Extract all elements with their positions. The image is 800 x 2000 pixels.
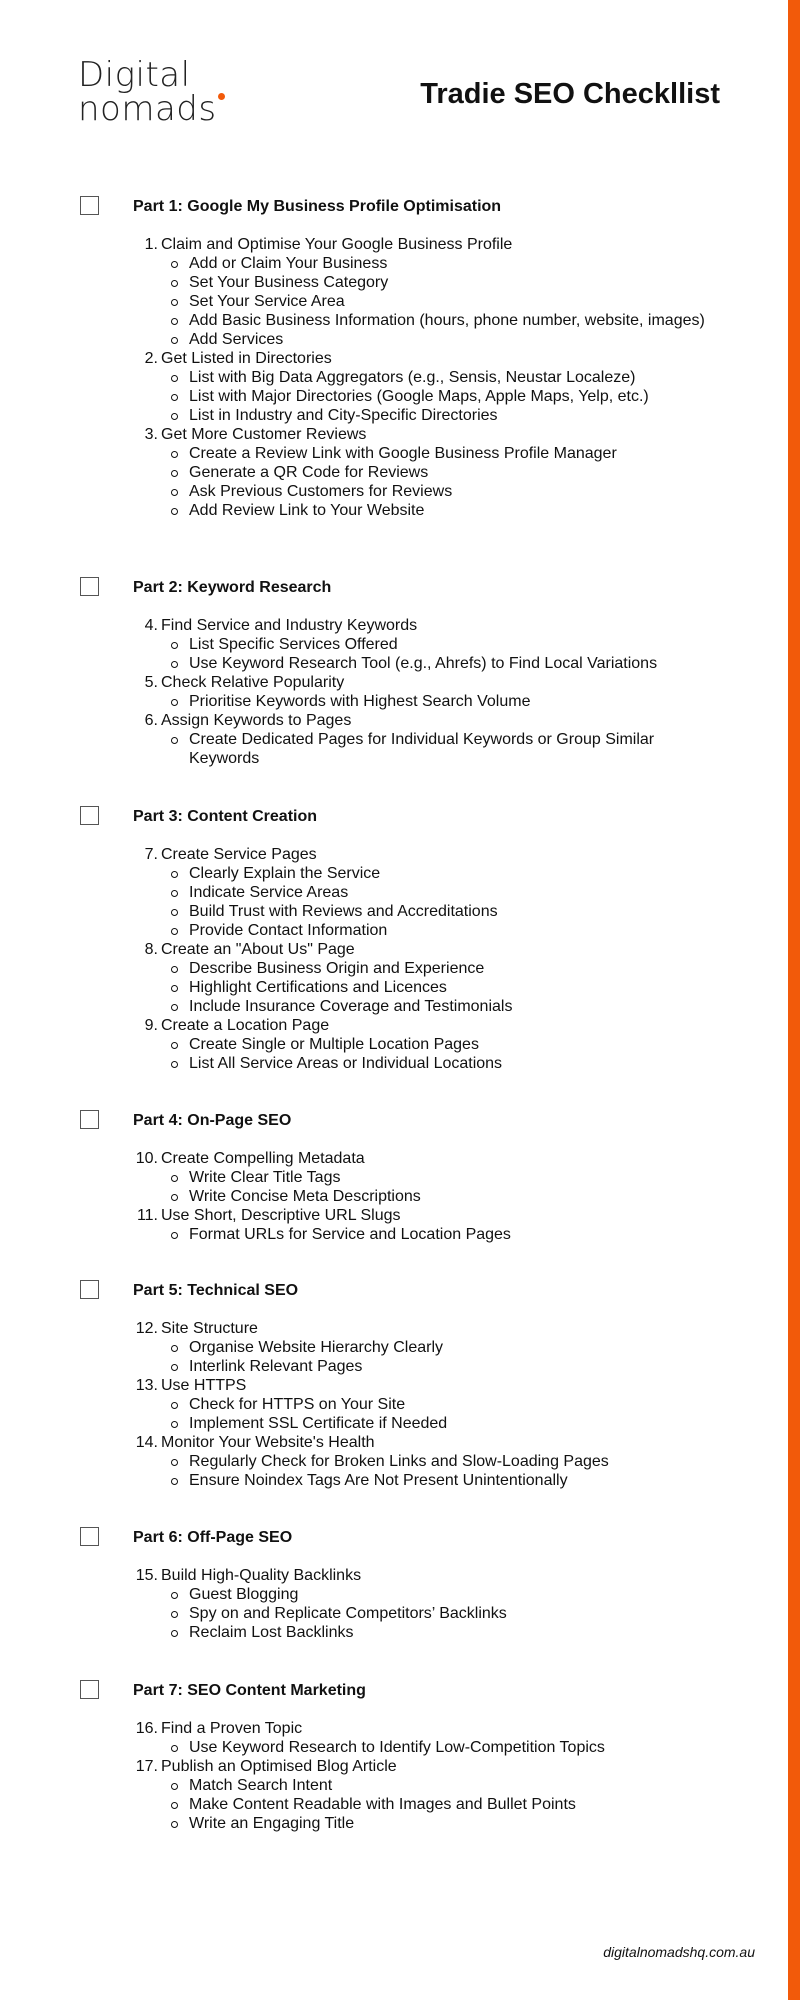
numbered-list: [78, 1319, 718, 1490]
checklist-item: [78, 235, 718, 349]
item-number: 1.: [144, 236, 158, 253]
sub-list: [161, 1452, 718, 1490]
section-header: [78, 1527, 718, 1551]
checklist-item: [78, 1719, 718, 1757]
checklist-item: [78, 1757, 718, 1833]
section-checkbox[interactable]: [80, 806, 99, 825]
sub-item: Write Concise Meta Descriptions: [161, 1187, 718, 1206]
item-label: Use Short, Descriptive URL Slugs: [161, 1207, 401, 1224]
item-number: 13.: [135, 1377, 158, 1394]
checklist-item: [78, 616, 718, 673]
section-checkbox[interactable]: [80, 1527, 99, 1546]
checklist-section: [78, 806, 718, 1073]
item-number: 10.: [135, 1150, 158, 1167]
checklist-item: [78, 1433, 718, 1490]
section-title: Part 1: Google My Business Profile Optimisation: [133, 198, 502, 215]
sub-list: [161, 368, 718, 425]
item-number: 11.: [136, 1207, 158, 1224]
section-header: [78, 1280, 718, 1304]
item-label: Assign Keywords to Pages: [161, 712, 352, 729]
sub-list: [161, 1776, 718, 1833]
sub-item: Implement SSL Certificate if Needed: [161, 1414, 718, 1433]
sub-list: [161, 444, 718, 520]
item-number: 5.: [144, 674, 158, 691]
item-label: Create Compelling Metadata: [161, 1150, 365, 1167]
logo-line-1: Digital: [78, 55, 191, 95]
item-number: 17.: [135, 1758, 158, 1775]
accent-side-bar: [788, 0, 800, 2000]
sub-item: List Specific Services Offered: [161, 635, 718, 654]
sub-item: Write Clear Title Tags: [161, 1168, 718, 1187]
item-label: Find Service and Industry Keywords: [161, 617, 418, 634]
sub-item: Organise Website Hierarchy Clearly: [161, 1338, 718, 1357]
sub-item: Generate a QR Code for Reviews: [161, 463, 718, 482]
footer-url: digitalnomadshq.com.au: [603, 1944, 755, 1960]
sub-item: Add Services: [161, 330, 718, 349]
item-number: 7.: [144, 846, 158, 863]
sub-item: Reclaim Lost Backlinks: [161, 1623, 718, 1642]
sub-item: Include Insurance Coverage and Testimonials: [161, 997, 718, 1016]
checklist-item: [78, 1376, 718, 1433]
sub-item: Use Keyword Research to Identify Low-Competition Topics: [161, 1738, 718, 1757]
section-checkbox[interactable]: [80, 1680, 99, 1699]
numbered-list: [78, 845, 718, 1073]
page-title: Tradie SEO Checkllist: [420, 78, 720, 110]
sub-item: Create Dedicated Pages for Individual Keywords or Group Similar Keywords: [161, 730, 718, 768]
section-header: [78, 196, 718, 220]
item-label: Check Relative Popularity: [161, 674, 345, 691]
sub-item: Highlight Certifications and Licences: [161, 978, 718, 997]
checklist-item: [78, 940, 718, 1016]
item-number: 6.: [144, 712, 158, 729]
sub-item: Check for HTTPS on Your Site: [161, 1395, 718, 1414]
item-number: 2.: [144, 350, 158, 367]
sub-list: [161, 1738, 718, 1757]
item-label: Get Listed in Directories: [161, 350, 332, 367]
sub-item: Prioritise Keywords with Highest Search Volume: [161, 692, 718, 711]
item-number: 15.: [135, 1567, 158, 1584]
item-label: Get More Customer Reviews: [161, 426, 367, 443]
sub-list: [161, 1035, 718, 1073]
sub-item: Match Search Intent: [161, 1776, 718, 1795]
section-header: [78, 1680, 718, 1704]
sub-item: List in Industry and City-Specific Directories: [161, 406, 718, 425]
sub-list: [161, 1338, 718, 1376]
item-label: Site Structure: [161, 1320, 258, 1337]
sub-item: Add Review Link to Your Website: [161, 501, 718, 520]
sub-item: Interlink Relevant Pages: [161, 1357, 718, 1376]
checklist-section: [78, 1680, 718, 1833]
item-label: Find a Proven Topic: [161, 1720, 303, 1737]
sub-item: Write an Engaging Title: [161, 1814, 718, 1833]
sub-item: Create Single or Multiple Location Pages: [161, 1035, 718, 1054]
sub-item: Build Trust with Reviews and Accreditations: [161, 902, 718, 921]
sub-list: [161, 1225, 718, 1244]
sub-item: List All Service Areas or Individual Locations: [161, 1054, 718, 1073]
sub-item: Set Your Service Area: [161, 292, 718, 311]
section-header: [78, 806, 718, 830]
sub-item: Ask Previous Customers for Reviews: [161, 482, 718, 501]
numbered-list: [78, 1719, 718, 1833]
sub-item: List with Major Directories (Google Maps, Apple Maps, Yelp, etc.): [161, 387, 718, 406]
checklist-section: [78, 1110, 718, 1244]
item-label: Claim and Optimise Your Google Business Profile: [161, 236, 513, 253]
sub-item: Make Content Readable with Images and Bullet Points: [161, 1795, 718, 1814]
sub-list: [161, 1395, 718, 1433]
checklist-item: [78, 711, 718, 768]
checklist-item: [78, 425, 718, 520]
checklist-item: [78, 845, 718, 940]
sub-item: Create a Review Link with Google Business Profile Manager: [161, 444, 718, 463]
section-header: [78, 577, 718, 601]
item-label: Create Service Pages: [161, 846, 317, 863]
logo: [78, 55, 225, 129]
checklist-item: [78, 349, 718, 425]
sub-item: Spy on and Replicate Competitors’ Backlinks: [161, 1604, 718, 1623]
checklist-section: [78, 196, 718, 520]
sub-item: Set Your Business Category: [161, 273, 718, 292]
sub-item: Provide Contact Information: [161, 921, 718, 940]
sub-list: [161, 254, 718, 349]
section-title: Part 2: Keyword Research: [133, 579, 332, 596]
sub-list: [161, 959, 718, 1016]
checklist-item: [78, 673, 718, 711]
section-title: Part 5: Technical SEO: [133, 1282, 299, 1299]
checklist-item: [78, 1016, 718, 1073]
section-header: [78, 1110, 718, 1134]
numbered-list: [78, 1149, 718, 1244]
sub-item: Ensure Noindex Tags Are Not Present Unintentionally: [161, 1471, 718, 1490]
sub-list: [161, 864, 718, 940]
section-checkbox[interactable]: [80, 1110, 99, 1129]
item-label: Publish an Optimised Blog Article: [161, 1758, 397, 1775]
sub-item: List with Big Data Aggregators (e.g., Sensis, Neustar Localeze): [161, 368, 718, 387]
sub-item: Describe Business Origin and Experience: [161, 959, 718, 978]
sub-item: Regularly Check for Broken Links and Slow-Loading Pages: [161, 1452, 718, 1471]
section-title: Part 3: Content Creation: [133, 808, 318, 825]
checklist-item: [78, 1206, 718, 1244]
section-title: Part 6: Off-Page SEO: [133, 1529, 293, 1546]
item-number: 8.: [144, 941, 158, 958]
section-checkbox[interactable]: [80, 577, 99, 596]
item-number: 16.: [135, 1720, 158, 1737]
item-label: Create an "About Us" Page: [161, 941, 355, 958]
section-title: Part 4: On-Page SEO: [133, 1112, 292, 1129]
numbered-list: [78, 616, 718, 768]
section-checkbox[interactable]: [80, 196, 99, 215]
numbered-list: [78, 235, 718, 520]
sub-item: Indicate Service Areas: [161, 883, 718, 902]
sub-list: [161, 692, 718, 711]
sub-item: Guest Blogging: [161, 1585, 718, 1604]
sub-list: [161, 730, 718, 768]
checklist-section: [78, 577, 718, 768]
sub-item: Use Keyword Research Tool (e.g., Ahrefs) to Find Local Variations: [161, 654, 718, 673]
checklist-item: [78, 1319, 718, 1376]
sub-item: Clearly Explain the Service: [161, 864, 718, 883]
item-number: 12.: [135, 1320, 158, 1337]
item-number: 14.: [135, 1434, 158, 1451]
item-label: Monitor Your Website's Health: [161, 1434, 375, 1451]
logo-dot-icon: [218, 93, 225, 100]
checklist-item: [78, 1566, 718, 1642]
sub-list: [161, 635, 718, 673]
sub-list: [161, 1168, 718, 1206]
checklist-section: [78, 1527, 718, 1642]
item-number: 9.: [144, 1017, 158, 1034]
checklist-item: [78, 1149, 718, 1206]
checklist-section: [78, 1280, 718, 1490]
section-title: Part 7: SEO Content Marketing: [133, 1682, 366, 1699]
sub-item: Add or Claim Your Business: [161, 254, 718, 273]
sub-item: Format URLs for Service and Location Pages: [161, 1225, 718, 1244]
item-label: Build High-Quality Backlinks: [161, 1567, 362, 1584]
sub-item: Add Basic Business Information (hours, phone number, website, images): [161, 311, 718, 330]
numbered-list: [78, 1566, 718, 1642]
item-label: Use HTTPS: [161, 1377, 247, 1394]
item-label: Create a Location Page: [161, 1017, 330, 1034]
item-number: 4.: [144, 617, 158, 634]
section-checkbox[interactable]: [80, 1280, 99, 1299]
sub-list: [161, 1585, 718, 1642]
item-number: 3.: [144, 426, 158, 443]
logo-line-2: nomads: [78, 89, 217, 129]
